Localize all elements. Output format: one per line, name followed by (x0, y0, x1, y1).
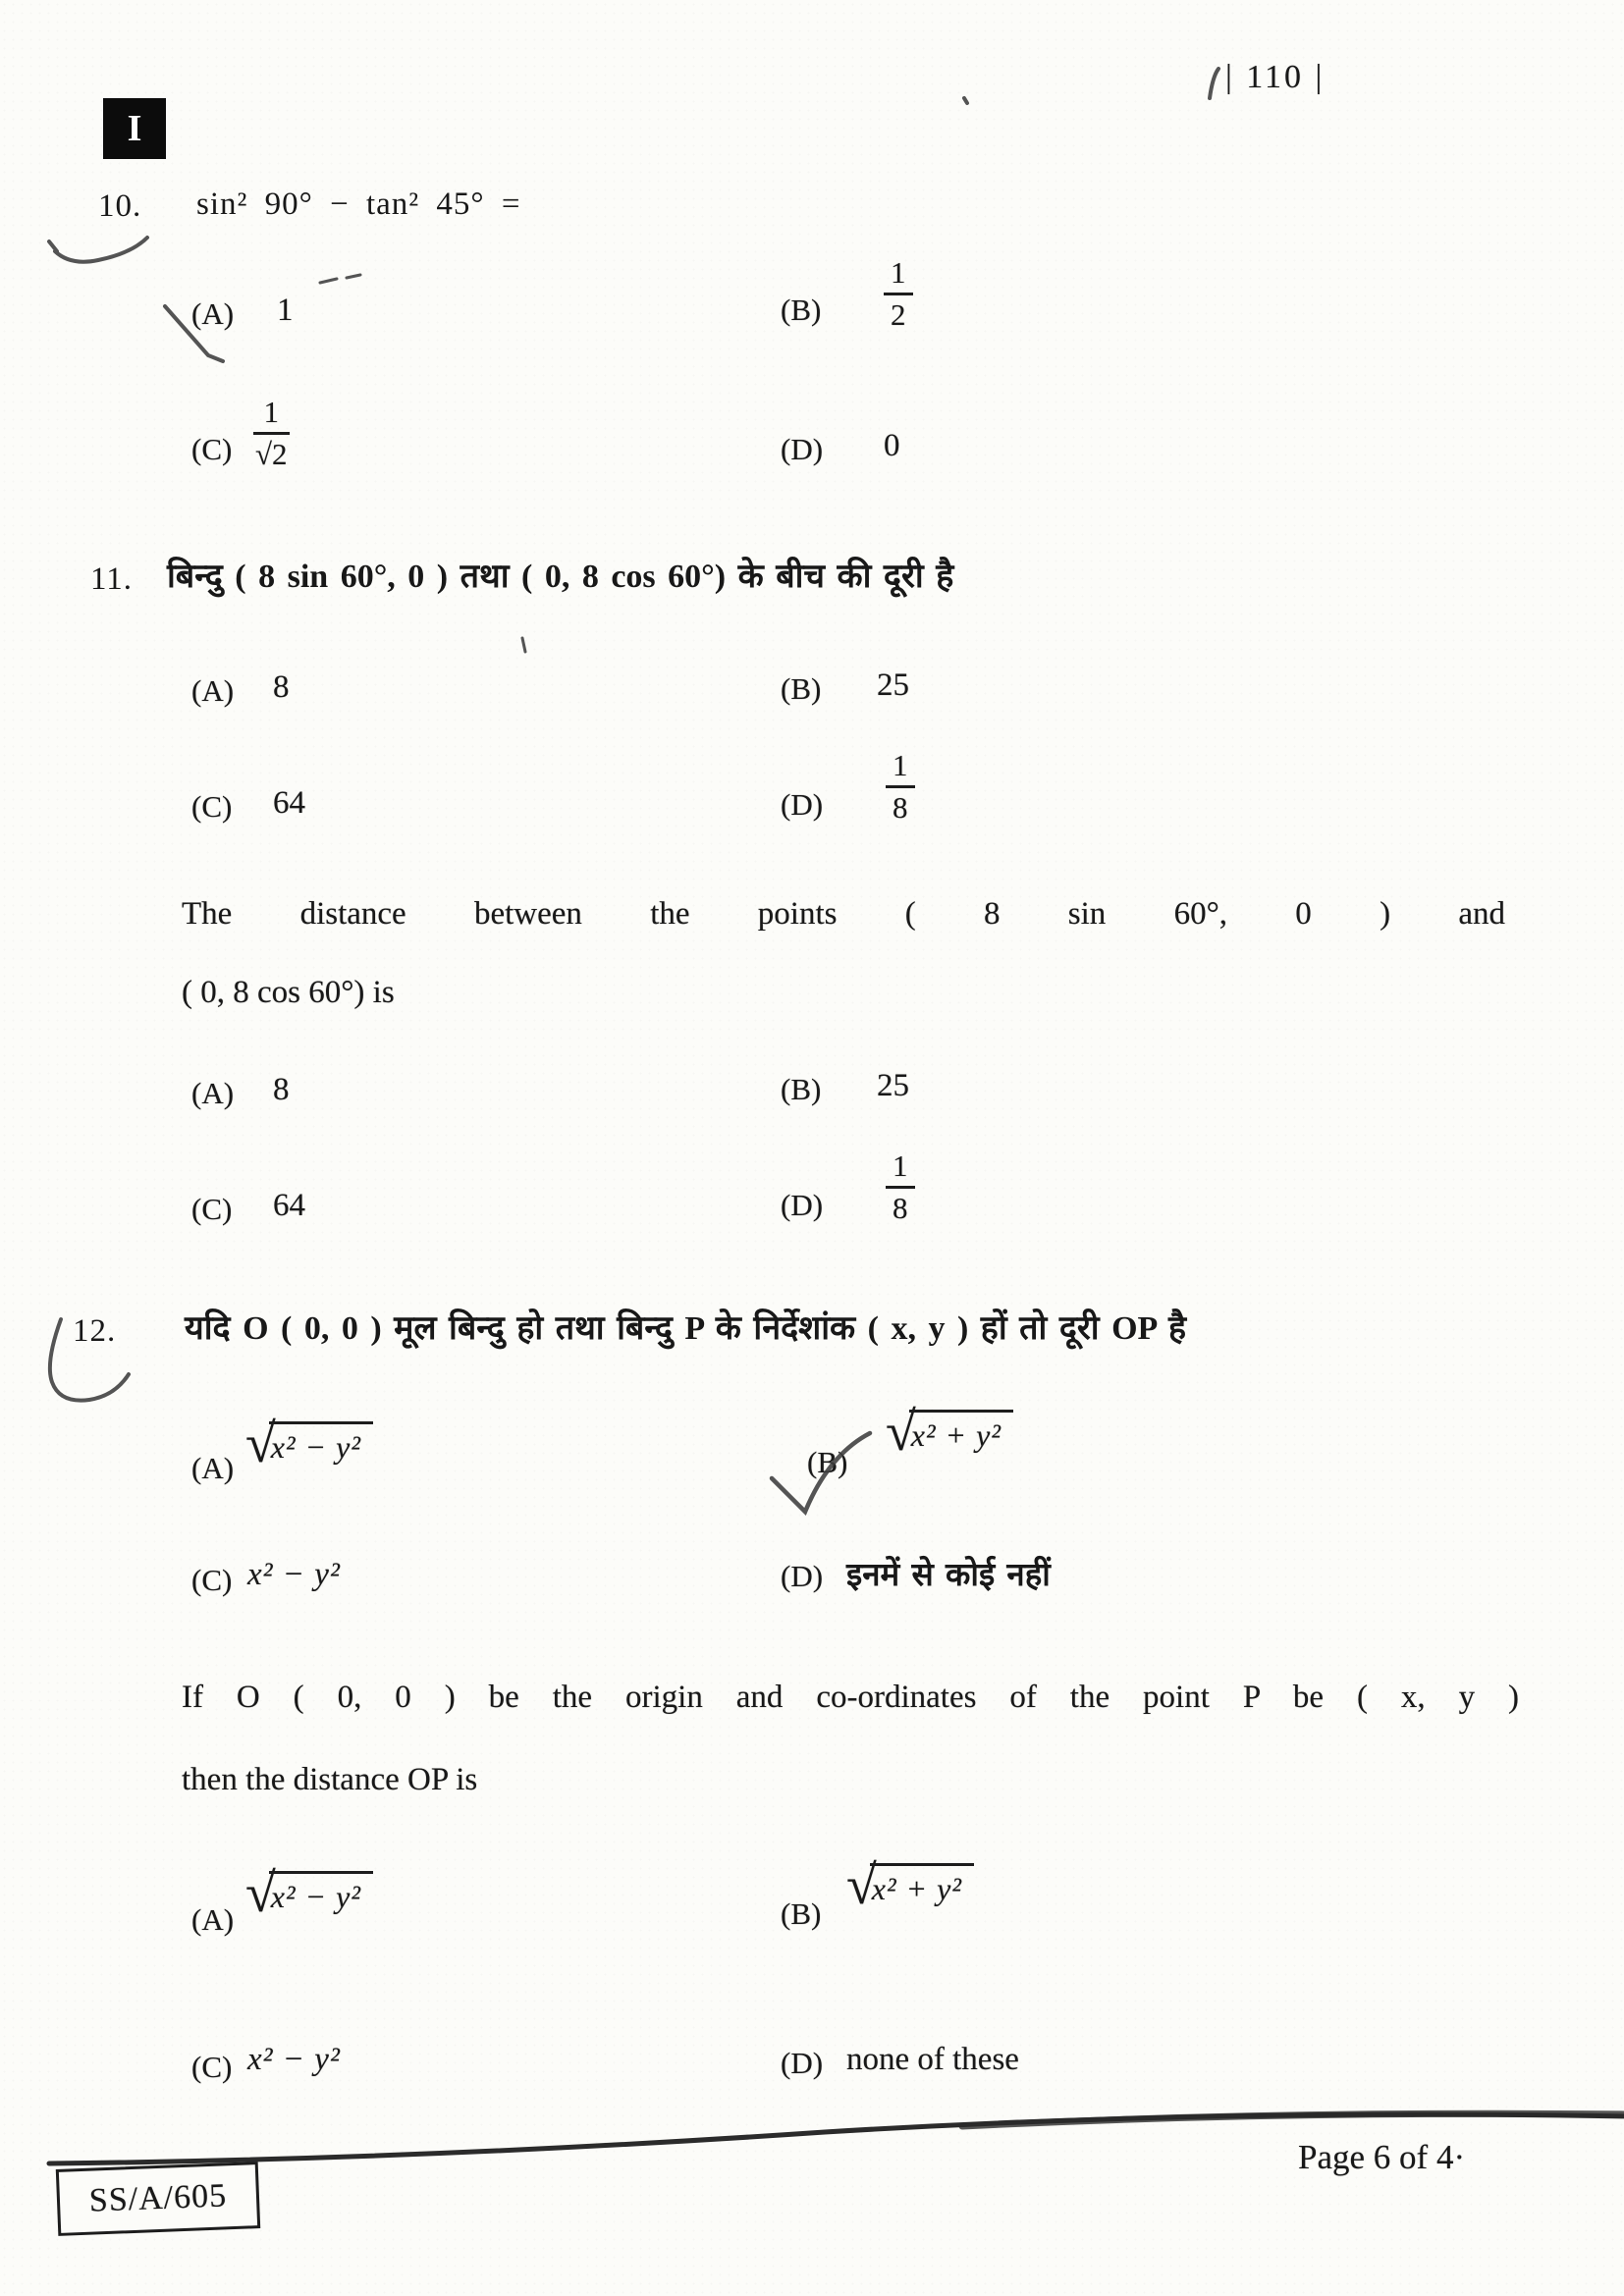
q10-option-d-label: (D) (781, 432, 824, 466)
radicand: x² − y² (269, 1421, 373, 1466)
paper-code: SS/A/605 (88, 2177, 228, 2219)
q12-en-option-c-value: x² − y² (247, 2042, 341, 2077)
q11-option-c-value: 64 (273, 785, 305, 821)
paper-code-box (56, 2162, 260, 2236)
q11-option-b-value: 25 (877, 667, 909, 703)
scan-rule-bottom-thick (962, 2113, 1624, 2126)
radical-sign: √ (245, 1863, 276, 1924)
q12-text-english-line2: then the distance OP is (182, 1762, 478, 1797)
pen-dashes-q10-icon (320, 275, 360, 283)
q12-option-c-value: x² − y² (247, 1557, 341, 1592)
q11-option-d-label: (D) (781, 787, 824, 822)
fraction-denominator: 8 (893, 789, 908, 825)
q12-en-option-d-label: (D) (781, 2046, 824, 2080)
q10-option-b-fraction (884, 257, 913, 330)
radical-sign: √ (245, 1414, 276, 1474)
q11-en-option-a-value: 8 (273, 1072, 290, 1107)
q12-en-option-b-sqrt (846, 1855, 974, 1916)
q12-en-option-a-sqrt (245, 1863, 373, 1924)
section-box (103, 98, 166, 159)
radicand: x² − y² (269, 1871, 373, 1915)
q11-option-a-value: 8 (273, 669, 290, 705)
q12-option-c-label: (C) (191, 1563, 233, 1597)
q12-en-option-d-value: none of these (846, 2042, 1019, 2077)
q12-option-b-label: (B) (807, 1445, 848, 1479)
q10-formula: sin² 90° − tan² 45° = (196, 187, 521, 222)
q12-option-b-sqrt (886, 1402, 1013, 1463)
radical-sign: √ (886, 1402, 916, 1463)
q12-text-english-line1: If O ( 0, 0 ) be the origin and co-ordinates of the point P be ( x, y ) (182, 1680, 1519, 1715)
fraction-denominator: 8 (893, 1190, 908, 1225)
q10-option-a-value: 1 (277, 293, 294, 328)
fraction-denominator: 2 (891, 296, 906, 332)
q11-en-option-c-label: (C) (191, 1192, 233, 1226)
q10-option-c-label: (C) (191, 432, 233, 466)
q12-number: 12. (73, 1313, 117, 1349)
q12-option-a-label: (A) (191, 1451, 235, 1485)
q12-option-a-sqrt (245, 1414, 373, 1474)
fraction-denominator: √2 (255, 436, 288, 471)
pen-dot-top-icon (964, 98, 967, 103)
section-label: I (127, 108, 142, 149)
q11-text-english-line2: ( 0, 8 cos 60°) is (182, 975, 395, 1010)
radicand: x² + y² (909, 1410, 1013, 1454)
radical-sign: √ (846, 1855, 877, 1916)
q10-option-b-label: (B) (781, 293, 822, 327)
q10-option-d-value: 0 (884, 428, 900, 463)
fraction-numerator: 1 (884, 257, 913, 295)
q11-en-option-a-label: (A) (191, 1076, 235, 1110)
q12-option-d-label: (D) (781, 1559, 824, 1593)
q12-en-option-c-label: (C) (191, 2050, 233, 2084)
q11-option-d-fraction (886, 750, 915, 823)
q10-number: 10. (98, 188, 142, 224)
q11-en-option-c-value: 64 (273, 1188, 305, 1223)
q11-text-hindi: बिन्दु ( 8 sin 60°, 0 ) तथा ( 0, 8 cos 60°) के बीच की दूरी है (167, 559, 954, 595)
pen-tick-page-marker-icon (1210, 69, 1218, 98)
q11-en-option-b-value: 25 (877, 1068, 909, 1103)
footer-page-label: Page 6 of 4· (1298, 2138, 1466, 2176)
q10-option-a-label: (A) (191, 296, 235, 331)
q12-en-option-a-label: (A) (191, 1902, 235, 1937)
q11-number: 11. (90, 561, 134, 597)
q12-option-d-value: इनमें से कोई नहीं (846, 1558, 1051, 1593)
q10-option-c-fraction (253, 397, 290, 469)
q11-en-option-d-fraction (886, 1150, 915, 1223)
q12-en-option-b-label: (B) (781, 1896, 822, 1931)
q11-option-c-label: (C) (191, 789, 233, 824)
pen-mark-q11-icon (522, 638, 525, 652)
q12-text-hindi: यदि O ( 0, 0 ) मूल बिन्दु हो तथा बिन्दु P के निर्देशांक ( x, y ) हों तो दूरी OP है (185, 1310, 1187, 1347)
fraction-numerator: 1 (253, 397, 290, 435)
fraction-numerator: 1 (886, 1150, 915, 1189)
q11-en-option-b-label: (B) (781, 1072, 822, 1106)
q11-option-a-label: (A) (191, 673, 235, 708)
page-number-marker: | 110 | (1225, 59, 1326, 95)
q11-option-b-label: (B) (781, 671, 822, 706)
q11-en-option-d-label: (D) (781, 1188, 824, 1222)
radicand: x² + y² (870, 1863, 974, 1907)
q11-text-english-line1: The distance between the points ( 8 sin 60°, 0 ) and (182, 896, 1505, 932)
fraction-numerator: 1 (886, 750, 915, 788)
pen-swoosh-q10-icon (49, 238, 147, 262)
